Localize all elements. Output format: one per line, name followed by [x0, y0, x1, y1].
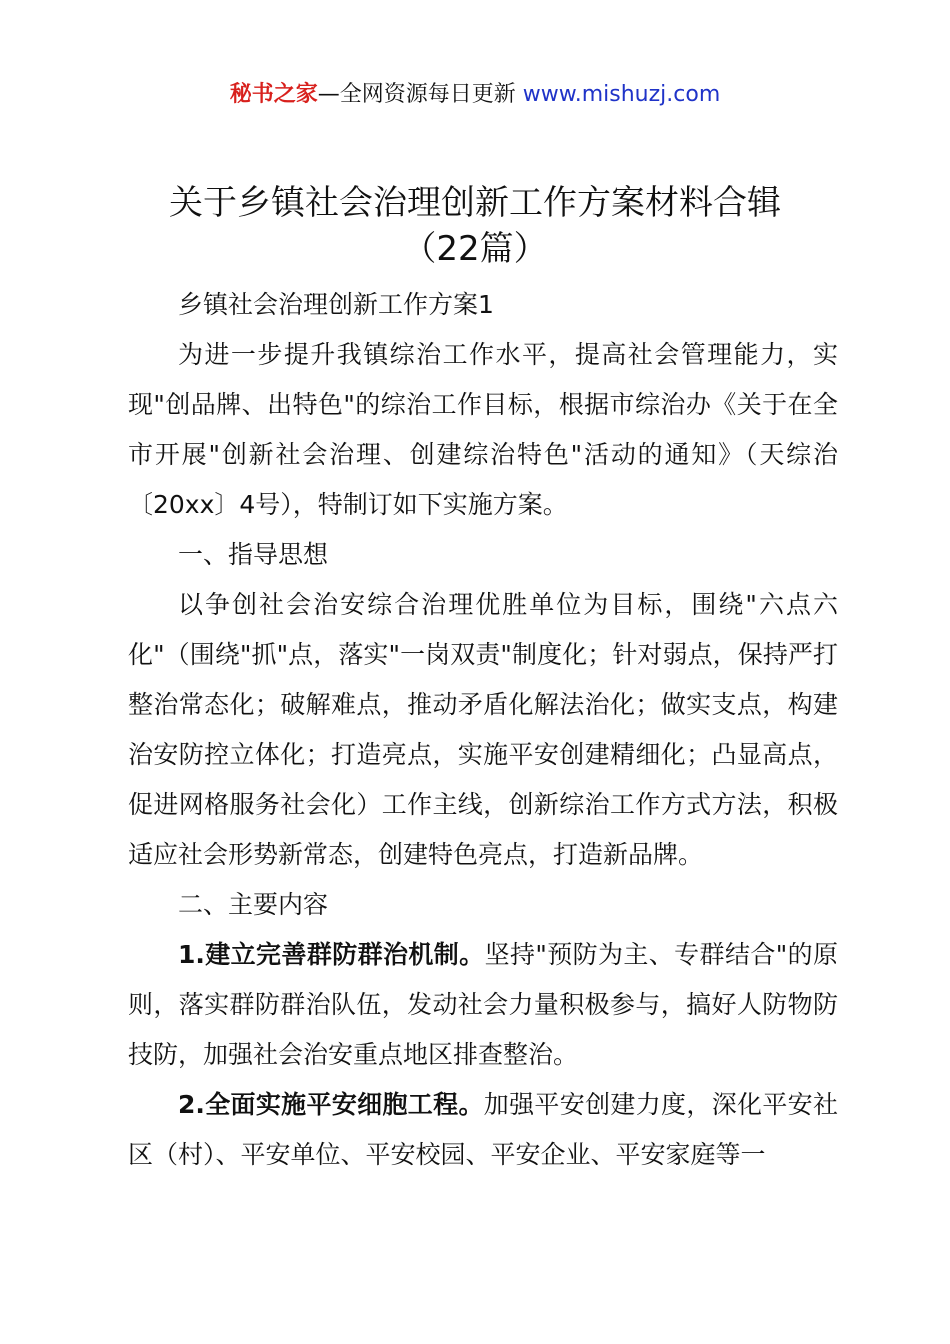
item-paragraph-1	[128, 930, 838, 1080]
title-line-1: 关于乡镇社会治理创新工作方案材料合辑	[169, 183, 781, 223]
item-1-text: 坚持"预防为主、专群结合"的原则，落实群防群治队伍，发动社会力量积极参与，搞好人防物防技防，加强社会治安重点地区排查整治。	[128, 940, 838, 1069]
item-1-heading: 1.建立完善群防群治机制。	[178, 940, 485, 969]
item-2-text: 加强平安创建力度，深化平安社区（村）、平安单位、平安校园、平安企业、平安家庭等一	[128, 1090, 838, 1169]
document-title	[0, 180, 950, 272]
section-heading-1: 一、指导思想	[178, 540, 329, 569]
site-header	[0, 80, 950, 110]
document-body	[128, 280, 838, 1180]
intro-paragraph: 为进一步提升我镇综治工作水平，提高社会管理能力，实现"创品牌、出特色"的综治工作目标，根据市综治办《关于在全市开展"创新社会治理、创建综治特色"活动的通知》（天综治〔20xx〕4号），特制订如下实施方案。	[128, 340, 838, 519]
section-heading-2: 二、主要内容	[178, 890, 329, 919]
item-paragraph-2	[128, 1080, 838, 1180]
subtitle: 乡镇社会治理创新工作方案1	[178, 290, 494, 319]
brand-name: 秘书之家	[229, 82, 318, 107]
section-paragraph-1: 以争创社会治安综合治理优胜单位为目标，围绕"六点六化"（围绕"抓"点，落实"一岗双责"制度化；针对弱点，保持严打整治常态化；破解难点，推动矛盾化解法治化；做实支点，构建治安防控立体化；打造亮点，实施平安创建精细化；凸显高点，促进网格服务社会化）工作主线，创新综治工作方式方法，积极适应社会形势新常态，创建特色亮点，打造新品牌。	[128, 590, 838, 869]
header-url[interactable]: www.mishuzj.com	[522, 82, 721, 107]
title-line-2: （22篇）	[402, 229, 548, 269]
header-slogan: —全网资源每日更新	[317, 82, 523, 107]
item-2-heading: 2.全面实施平安细胞工程。	[178, 1090, 484, 1119]
